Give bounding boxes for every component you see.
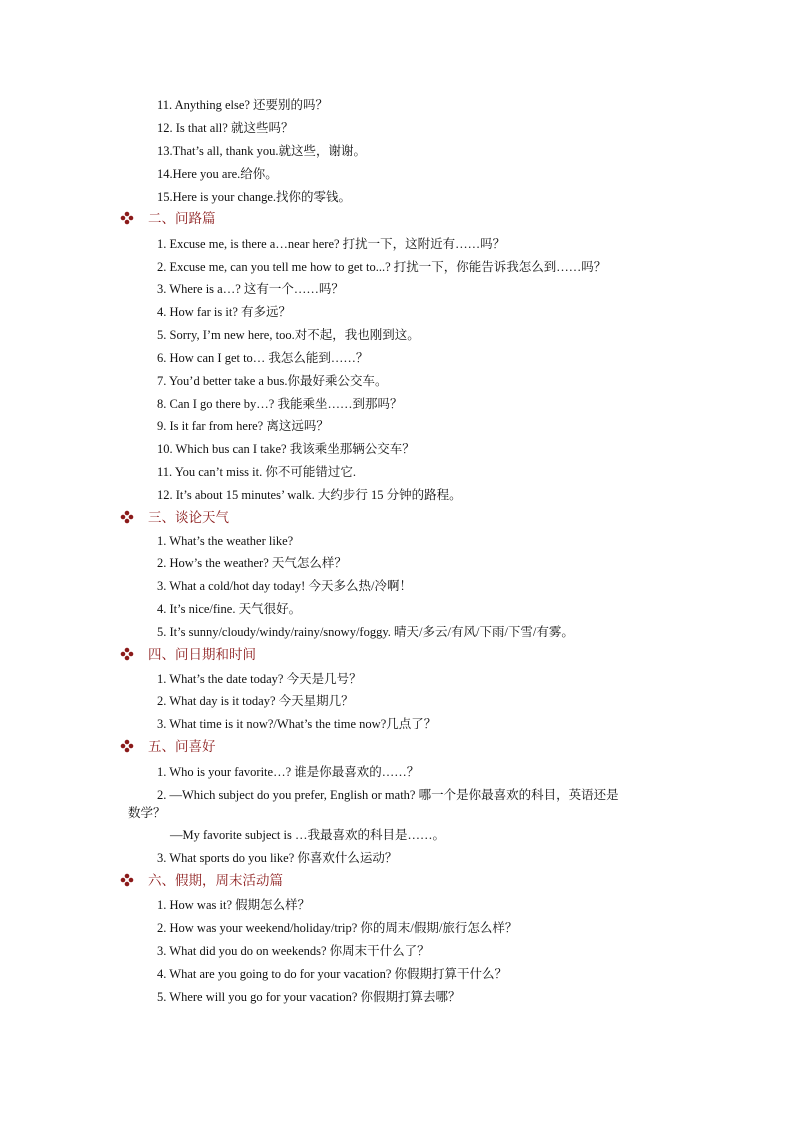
- diamond-bullet-icon: [120, 211, 134, 225]
- list-item: 1. Excuse me, is there a…near here? 打扰一下，这附近有……吗？: [157, 237, 506, 251]
- section-title: 五、问喜好: [148, 739, 216, 755]
- list-item-continuation: 数学？: [128, 806, 166, 820]
- list-item: 12. It’s about 15 minutes’ walk. 大约步行 15 分钟的路程。: [157, 488, 462, 502]
- list-item: 2. Excuse me, can you tell me how to get to...? 打扰一下，你能告诉我怎么到……吗？: [157, 260, 607, 274]
- diamond-bullet-icon: [120, 510, 134, 524]
- list-item: 1. How was it? 假期怎么样？: [157, 898, 311, 912]
- list-item: 5. It’s sunny/cloudy/windy/rainy/snowy/foggy. 晴天/多云/有风/下雨/下雪/有雾。: [157, 625, 574, 639]
- list-item: 5. Sorry, I’m new here, too.对不起，我也刚到这。: [157, 328, 420, 342]
- list-item: 1. What’s the date today? 今天是几号？: [157, 672, 362, 686]
- list-item: 15.Here is your change.找你的零钱。: [157, 190, 352, 204]
- list-item: 1. What’s the weather like?: [157, 534, 294, 548]
- diamond-bullet-icon: [120, 873, 134, 887]
- list-item: 3. What time is it now?/What’s the time now?几点了？: [157, 717, 437, 731]
- list-item: 7. You’d better take a bus.你最好乘公交车。: [157, 374, 388, 388]
- diamond-bullet-icon: [120, 647, 134, 661]
- list-item: 3. What did you do on weekends? 你周末干什么了？: [157, 944, 430, 958]
- list-item: 2. What day is it today? 今天星期几？: [157, 694, 354, 708]
- section-heading: [120, 739, 216, 755]
- section-title: 六、假期，周末活动篇: [148, 873, 283, 889]
- list-item: 3. What sports do you like? 你喜欢什么运动？: [157, 851, 398, 865]
- list-item: 4. It’s nice/fine. 天气很好。: [157, 602, 302, 616]
- list-item: 2. How’s the weather? 天气怎么样？: [157, 556, 347, 570]
- list-item: 2. —Which subject do you prefer, English or math? 哪一个是你最喜欢的科目，英语还是: [157, 788, 619, 802]
- list-item: 14.Here you are.给你。: [157, 167, 278, 181]
- list-item: 10. Which bus can I take? 我该乘坐那辆公交车？: [157, 442, 415, 456]
- section-heading: [120, 211, 216, 227]
- list-item: 3. Where is a…? 这有一个……吗？: [157, 282, 344, 296]
- list-item: 3. What a cold/hot day today! 今天多么热/冷啊！: [157, 579, 412, 593]
- section-heading: [120, 510, 229, 526]
- section-title: 二、问路篇: [148, 211, 216, 227]
- section-title: 四、问日期和时间: [148, 647, 256, 663]
- list-item: 1. Who is your favorite…? 谁是你最喜欢的……？: [157, 765, 420, 779]
- diamond-bullet-icon: [120, 739, 134, 753]
- section-title: 三、谈论天气: [148, 510, 229, 526]
- list-item: 12. Is that all? 就这些吗？: [157, 121, 294, 135]
- list-item: 2. How was your weekend/holiday/trip? 你的周末/假期/旅行怎么样？: [157, 921, 518, 935]
- list-item: 9. Is it far from here? 离这远吗？: [157, 419, 329, 433]
- list-item: 5. Where will you go for your vacation? 你假期打算去哪？: [157, 990, 461, 1004]
- list-item: 11. You can’t miss it. 你不可能错过它.: [157, 465, 356, 479]
- list-item: 11. Anything else? 还要别的吗？: [157, 98, 329, 112]
- section-heading: [120, 647, 256, 663]
- list-item: 4. How far is it? 有多远？: [157, 305, 292, 319]
- section-heading: [120, 873, 283, 889]
- list-item: 8. Can I go there by…? 我能乘坐……到那吗？: [157, 397, 403, 411]
- list-item: 13.That’s all, thank you.就这些，谢谢。: [157, 144, 367, 158]
- list-item-answer: —My favorite subject is …我最喜欢的科目是……。: [170, 828, 445, 842]
- list-item: 4. What are you going to do for your vacation? 你假期打算干什么？: [157, 967, 508, 981]
- list-item: 6. How can I get to… 我怎么能到……？: [157, 351, 369, 365]
